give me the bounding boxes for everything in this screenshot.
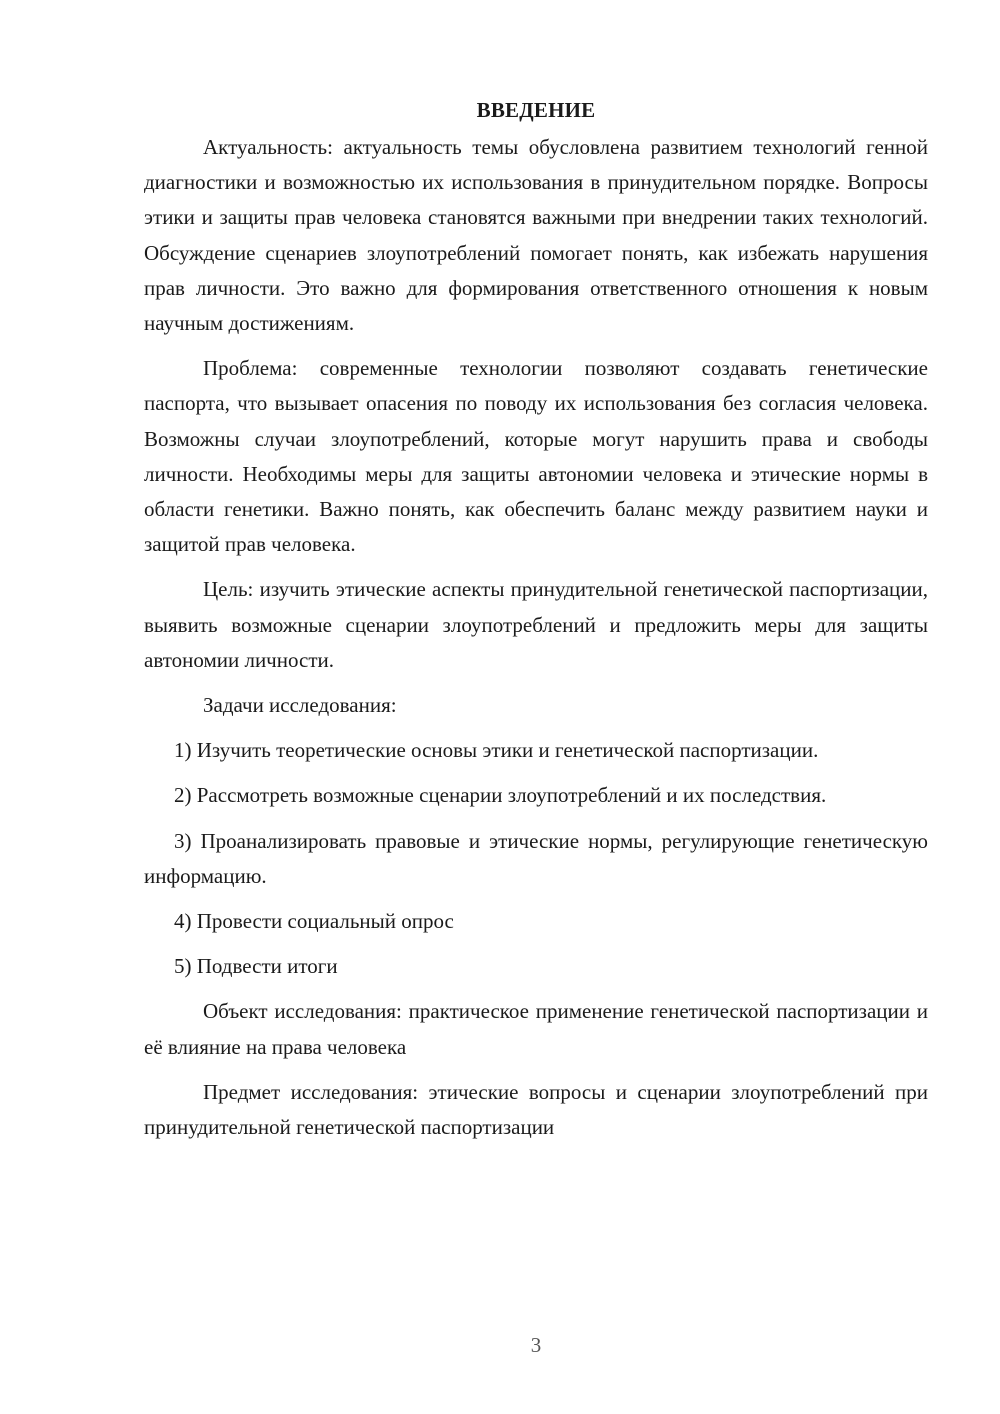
task-item: 5) Подвести итоги: [174, 954, 338, 979]
task-item: 4) Провести социальный опрос: [174, 909, 454, 934]
task-item: 3) Проанализировать правовые и этические нормы, регулирующие генетическую информацию.: [144, 828, 928, 888]
page-number: 3: [530, 1333, 542, 1357]
goal-paragraph: Цель: изучить этические аспекты принудительной генетической паспортизации, выявить возможные сценарии злоупотреблений и предложить меры для защиты автономии личности.: [144, 577, 928, 672]
task-item: 2) Рассмотреть возможные сценарии злоупотреблений и их последствия.: [174, 783, 827, 808]
task-item: 1) Изучить теоретические основы этики и генетической паспортизации.: [174, 738, 819, 763]
relevance-paragraph: Актуальность: актуальность темы обусловлена развитием технологий генной диагностики и возможностью их использования в принудительном порядке. Вопросы этики и защиты прав человека становятся важными при внедрении таких технологий. Обсуждение сценариев злоупотреблений помогает понять, как избежать нарушения прав личности. Это важно для формирования ответственного отношения к новым научным достижениям.: [144, 135, 928, 336]
document-page: [144, 92, 928, 1155]
section-title: ВВЕДЕНИЕ: [476, 98, 596, 122]
research-subject-paragraph: Предмет исследования: этические вопросы и сценарии злоупотреблений при принудительной генетической паспортизации: [144, 1079, 928, 1140]
problem-paragraph: Проблема: современные технологии позволяют создавать генетические паспорта, что вызывает опасения по поводу их использования без согласия человека. Возможны случаи злоупотреблений, которые могут нарушить права и свободы личности. Необходимы меры для защиты автономии человека и этические нормы в области генетики. Важно понять, как обеспечить баланс между развитием науки и защитой прав человека.: [144, 356, 928, 557]
research-object-paragraph: Объект исследования: практическое применение генетической паспортизации и её влияние на права человека: [144, 999, 928, 1059]
tasks-heading: Задачи исследования:: [203, 693, 397, 718]
